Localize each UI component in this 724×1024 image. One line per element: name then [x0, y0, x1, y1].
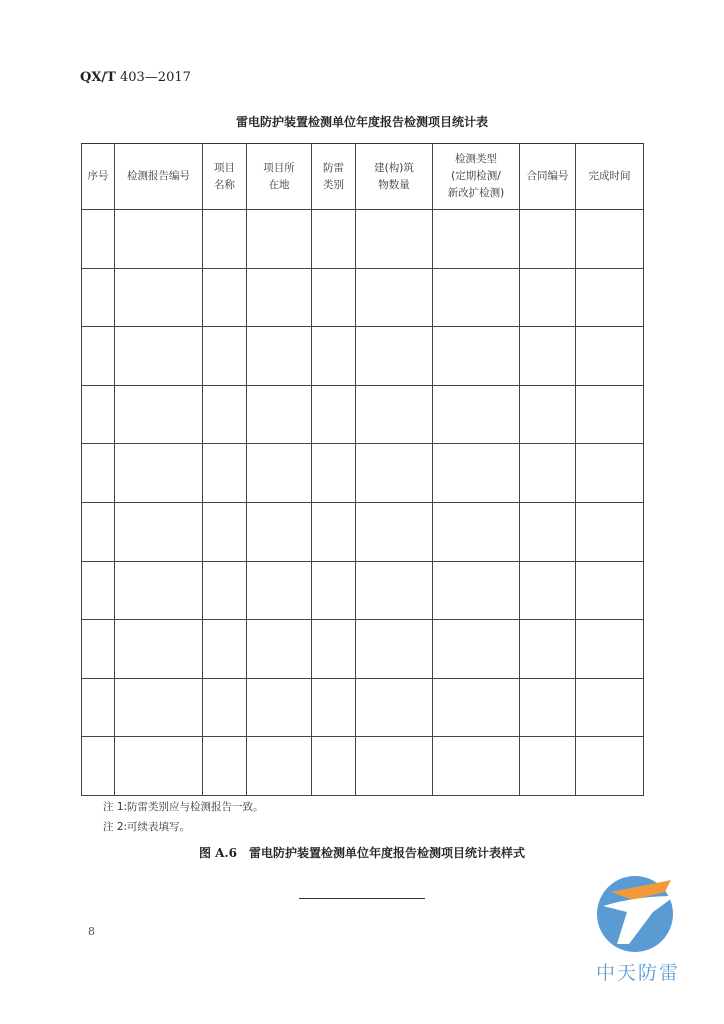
note-2: 注 2:可续表填写。: [103, 821, 191, 833]
header-cell-line: 合同编号: [526, 170, 569, 182]
table-cell: [247, 678, 312, 737]
table-row: [82, 327, 644, 386]
table-row: [82, 268, 644, 327]
table-cell: [433, 737, 520, 796]
table-cell: [82, 502, 115, 561]
table-cell: [576, 620, 644, 679]
table-cell: [82, 561, 115, 620]
table-cell: [203, 620, 247, 679]
table-cell: [247, 502, 312, 561]
table-cell: [576, 268, 644, 327]
header-cell-line: 项目所: [263, 161, 295, 174]
statistics-table: [81, 143, 644, 796]
table-cell: [247, 561, 312, 620]
table-cell: [247, 385, 312, 444]
header-cell-line: 新改扩检测): [447, 187, 505, 199]
table-cell: [356, 678, 433, 737]
table-cell: [433, 268, 520, 327]
standard-prefix: QX/T: [80, 70, 116, 85]
header-cell: [247, 144, 312, 210]
table-cell: [356, 620, 433, 679]
table-cell: [520, 620, 576, 679]
table-cell: [82, 737, 115, 796]
standard-number: 403—2017: [119, 70, 191, 85]
table-cell: [115, 268, 203, 327]
table-cell: [520, 561, 576, 620]
table-cell: [247, 268, 312, 327]
table-cell: [312, 385, 356, 444]
table-cell: [520, 444, 576, 503]
header-cell: [576, 144, 644, 210]
table-cell: [520, 385, 576, 444]
header-cell-line: 完成时间: [588, 170, 631, 182]
table-cell: [356, 210, 433, 269]
table-cell: [203, 210, 247, 269]
table-cell: [576, 502, 644, 561]
table-cell: [356, 737, 433, 796]
table-cell: [576, 678, 644, 737]
table-cell: [247, 327, 312, 386]
table-cell: [203, 678, 247, 737]
table-cell: [203, 561, 247, 620]
table-row: [82, 620, 644, 679]
table-cell: [82, 385, 115, 444]
header-cell-line: 在地: [268, 178, 290, 191]
header-cell-line: 名称: [214, 178, 235, 191]
header-cell-line: 项目: [214, 161, 235, 174]
header-cell: [115, 144, 203, 210]
header-cell: [433, 144, 520, 210]
table-row: [82, 737, 644, 796]
header-cell-line: 检测类型: [455, 153, 497, 165]
table-header-row: [82, 144, 644, 210]
end-rule: [299, 898, 425, 899]
table-cell: [433, 502, 520, 561]
table-cell: [433, 620, 520, 679]
table-cell: [115, 620, 203, 679]
table-row: [82, 678, 644, 737]
table-cell: [576, 327, 644, 386]
table-cell: [312, 502, 356, 561]
figure-number: 图 A.6: [198, 846, 237, 860]
table-cell: [82, 327, 115, 386]
figure-caption-text: 雷电防护装置检测单位年度报告检测项目统计表样式: [249, 846, 526, 860]
table-cell: [576, 385, 644, 444]
table-cell: [576, 444, 644, 503]
table-cell: [82, 444, 115, 503]
table-cell: [115, 444, 203, 503]
header-cell-line: 建(构)筑: [374, 161, 414, 174]
table-row: [82, 385, 644, 444]
table-cell: [247, 620, 312, 679]
table-cell: [312, 737, 356, 796]
table-cell: [433, 210, 520, 269]
table-cell: [312, 210, 356, 269]
table-cell: [82, 620, 115, 679]
header-cell-line: 序号: [87, 170, 109, 182]
table-cell: [356, 444, 433, 503]
table-cell: [433, 678, 520, 737]
table-cell: [82, 268, 115, 327]
table-cell: [312, 327, 356, 386]
table-cell: [203, 502, 247, 561]
table-cell: [115, 561, 203, 620]
table-cell: [203, 737, 247, 796]
zhongtian-logo-icon: [583, 862, 693, 957]
table-cell: [520, 268, 576, 327]
table-cell: [115, 502, 203, 561]
table-cell: [356, 385, 433, 444]
table-cell: [247, 737, 312, 796]
table-cell: [520, 737, 576, 796]
table-cell: [115, 737, 203, 796]
table-cell: [312, 444, 356, 503]
table-row: [82, 502, 644, 561]
table-cell: [520, 502, 576, 561]
table-cell: [247, 444, 312, 503]
header-cell-line: 检测报告编号: [127, 170, 190, 182]
table-row: [82, 444, 644, 503]
table-cell: [312, 620, 356, 679]
header-cell: [203, 144, 247, 210]
table-cell: [203, 327, 247, 386]
table-cell: [576, 561, 644, 620]
table-cell: [520, 678, 576, 737]
table-row: [82, 210, 644, 269]
table-title: 雷电防护装置检测单位年度报告检测项目统计表: [235, 115, 488, 129]
table-cell: [115, 385, 203, 444]
table-cell: [203, 268, 247, 327]
table-cell: [433, 561, 520, 620]
table-cell: [576, 737, 644, 796]
table-cell: [115, 210, 203, 269]
table-cell: [520, 327, 576, 386]
header-cell: [520, 144, 576, 210]
standard-code: [80, 70, 191, 85]
table-cell: [203, 444, 247, 503]
table-cell: [82, 678, 115, 737]
watermark-text: 中天防雷: [595, 962, 680, 984]
header-cell-line: 防雷: [323, 161, 344, 174]
table-cell: [312, 678, 356, 737]
note-1: 注 1:防雷类别应与检测报告一致。: [103, 801, 264, 813]
table-cell: [312, 561, 356, 620]
table-notes: [103, 797, 264, 837]
table-cell: [433, 327, 520, 386]
header-cell: [356, 144, 433, 210]
figure-caption: [0, 844, 724, 861]
table-body: [82, 210, 644, 796]
header-cell: [82, 144, 115, 210]
header-cell-line: 类别: [323, 178, 344, 191]
table-cell: [115, 327, 203, 386]
table-cell: [312, 268, 356, 327]
table-cell: [82, 210, 115, 269]
table-cell: [433, 385, 520, 444]
table-cell: [356, 327, 433, 386]
header-cell: [312, 144, 356, 210]
table-cell: [356, 502, 433, 561]
table-cell: [520, 210, 576, 269]
table-cell: [203, 385, 247, 444]
table-cell: [576, 210, 644, 269]
table-cell: [356, 268, 433, 327]
table-cell: [356, 561, 433, 620]
table-row: [82, 561, 644, 620]
header-cell-line: 物数量: [378, 178, 410, 191]
table-cell: [247, 210, 312, 269]
header-cell-line: (定期检测/: [451, 170, 501, 182]
table-cell: [115, 678, 203, 737]
watermark-logo: [583, 862, 693, 990]
page-number: 8: [88, 925, 95, 938]
table-cell: [433, 444, 520, 503]
